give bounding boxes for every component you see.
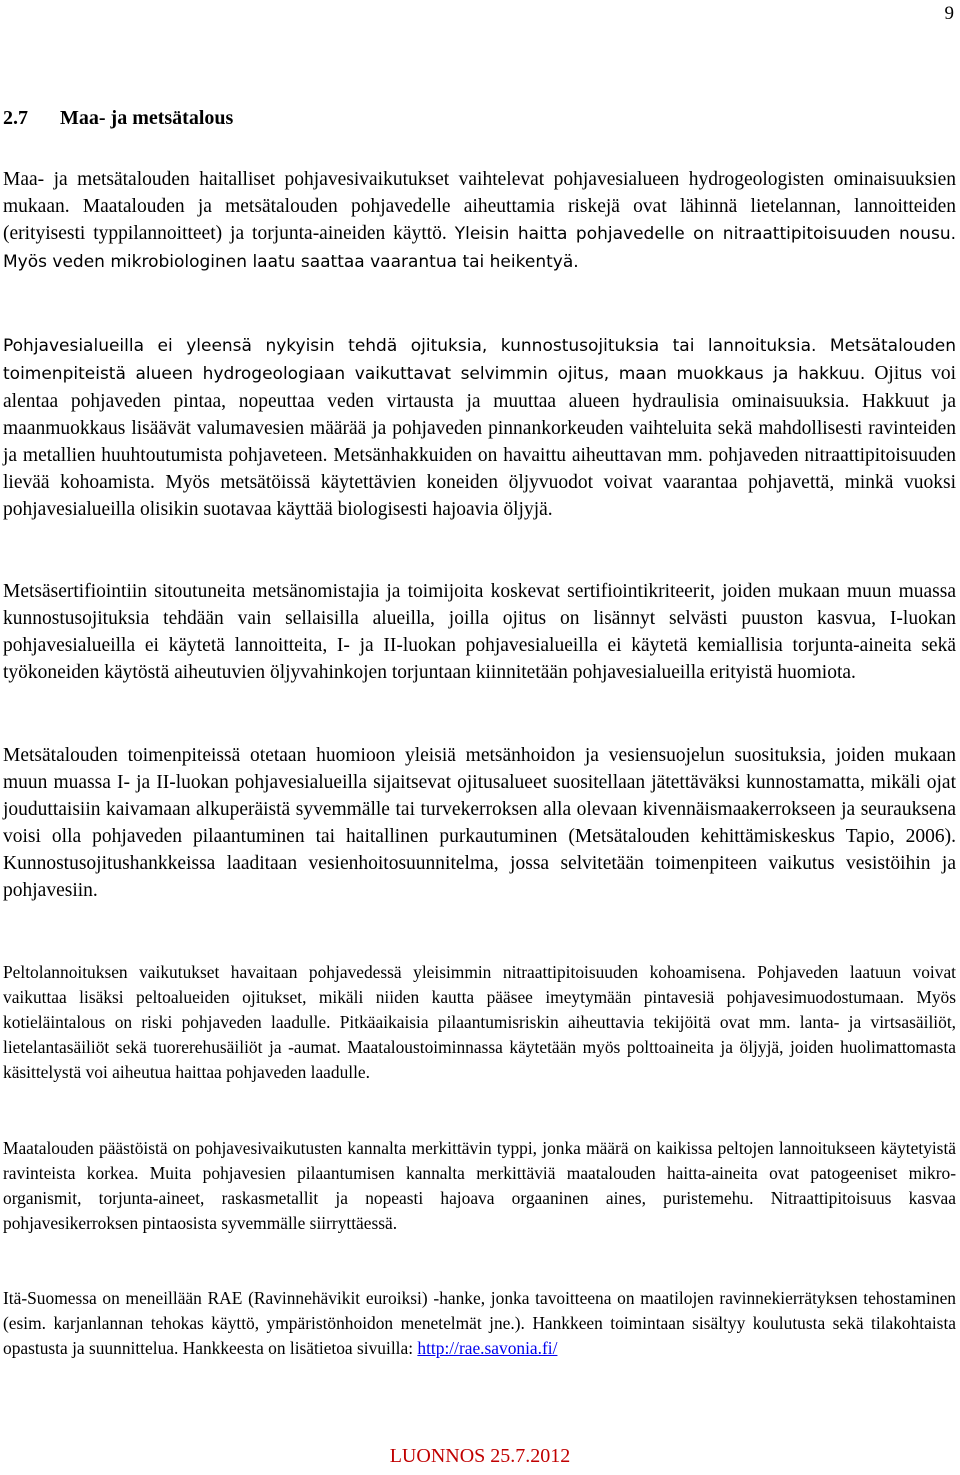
paragraph-field-fertilization: Peltolannoituksen vaikutukset havaitaan pohjavedessä yleisimmin nitraattipitoisuuden kohoamisena. Pohjaveden laatuun voivat vaikuttaa lisäksi peltoalueiden ojitukset, mikäli niiden kautta pääsee imeytymään pintavesiä pohjavesimuodostumaan. Myös kotieläintalous on riski pohjaveden laadulle. Pitkäaikaisia pilaantumisriskin aiheuttavia tekijöitä ovat mm. lanta- ja virtsasäiliöt, lietelantasäiliöt sekä tuorerehusäiliöt ja -aumat. Maataloustoiminnassa käytetään myös polttoaineita ja öljyjä, joiden huolimattomasta käsittelystä voi aiheutua haittaa pohjaveden laadulle. — [3, 962, 956, 1082]
section-heading — [3, 104, 233, 132]
paragraph-forestry-measures — [3, 332, 956, 523]
paragraph-forestry-sans: Pohjavesialueilla ei yleensä nykyisin tehdä ojituksia, kunnostusojituksia tai lannoituksia. Metsätalouden toimenpiteistä alueen hydrogeologiaan vaikuttavat selvimmin ojitus, maan muokkaus ja hakkuu. — [3, 336, 956, 384]
paragraph-intro-serif: Maa- ja metsätalouden haitalliset pohjavesivaikutukset vaihtelevat pohjavesialueen hydrogeologisten ominaisuuksien mukaan. Maatalouden ja metsätalouden pohjavedelle aiheuttamia riskejä ovat lähinnä lietelannan, lannoitteiden (erityisesti typpilannoitteet) ja torjunta-aineiden käyttö. — [3, 169, 956, 244]
paragraph-intro — [3, 166, 956, 276]
section-title: Maa- ja metsätalous — [60, 107, 234, 129]
rae-website-link[interactable]: http://rae.savonia.fi/ — [417, 1338, 558, 1358]
paragraph-rae-project — [3, 1286, 956, 1361]
section-number: 2.7 — [3, 107, 28, 129]
paragraph-agricultural-emissions: Maatalouden päästöistä on pohjavesivaikutusten kannalta merkittävin typpi, jonka määrä on kaikissa peltojen lannoitukseen käytetyistä ravinteista korkea. Muita pohjavesien pilaantumisen kannalta merkittäviä maatalouden haitta-aineita ovat patogeeniset mikro-organismit, torjunta-aineet, raskasmetallit ja nopeasti hajoava orgaaninen aines, puristemehu. Nitraattipitoisuus kasvaa pohjavesikerroksen pintaosista syvemmälle siirryttäessä. — [3, 1138, 956, 1233]
page-number: 9 — [944, 3, 954, 24]
paragraph-forest-management: Metsätalouden toimenpiteissä otetaan huomioon yleisiä metsänhoidon ja vesiensuojelun suosituksia, joiden mukaan muun muassa I- ja II-luokan pohjavesialueilla sijaitsevat ojitusalueet suositellaan jätettäväksi kunnostamatta, mikäli ojat jouduttaisiin kaivamaan alkuperäistä syvemmälle tai turvekerroksen alla olevaan kivennäismaakerrokseen ja seurauksena voisi olla pohjaveden pilaantuminen tai haitallinen purkautuminen (Metsätalouden kehittämiskeskus Tapio, 2006). Kunnostusojitushankkeissa laaditaan vesienhoitosuunnitelma, jossa selvitetään toimenpiteen vaikutus vesistöihin ja pohjavesiin. — [3, 745, 956, 901]
paragraph-rae-text: Itä-Suomessa on meneillään RAE (Ravinnehävikit euroiksi) -hanke, jonka tavoitteena on maatilojen ravinnekierrätyksen tehostaminen (esim. karjanlannan tehokas käyttö, ympäristönhoidon menetelmät jne.). Hankkeen toimintaan sisältyy koulutusta sekä tilakohtaista opastusta ja suunnittelua. Hankkeesta on lisätietoa sivuilla: — [3, 1288, 956, 1358]
draft-footer: LUONNOS 25.7.2012 — [389, 1445, 571, 1467]
paragraph-intro-sans: Yleisin haitta pohjavedelle on nitraattipitoisuuden nousu. Myös veden mikrobiologinen laatu saattaa vaarantua tai heikentyä. — [3, 224, 957, 272]
paragraph-certification: Metsäsertifiointiin sitoutuneita metsänomistajia ja toimijoita koskevat sertifiointikriteerit, joiden mukaan muun muassa kunnostusojituksia tehdään vain sellaisilla alueilla, joilla ojitus on lisännyt selvästi puuston kasvua, I-luokan pohjavesialueilla ei käytetä lannoitteita, I- ja II-luokan pohjavesialueilla ei käytetä kemiallisia torjunta-aineita sekä työkoneiden käytöstä aiheutuvien öljyvahinkojen torjuntaan kiinnitetään pohjavesialueilla erityistä huomiota. — [3, 581, 956, 683]
paragraph-forestry-serif: Ojitus voi alentaa pohjaveden pintaa, nopeuttaa veden virtausta ja muuttaa alueen hydraulisia ominaisuuksia. Hakkuut ja maanmuokkaus lisäävät valumavesien määrää ja pohjaveden pinnankorkeuden vaihteluita sekä mahdollisesti ravinteiden ja metallien huuhtoutumista pohjaveteen. Metsänhakkuiden on havaittu aiheuttavan mm. pohjaveden nitraattipitoisuuden lievää kohoamista. Myös metsätöissä käytettävien koneiden öljyvuodot voivat vaarantaa pohjavettä, minkä vuoksi pohjavesialueilla olisikin suotavaa käyttää biologisesti hajoavia öljyjä. — [3, 363, 956, 520]
